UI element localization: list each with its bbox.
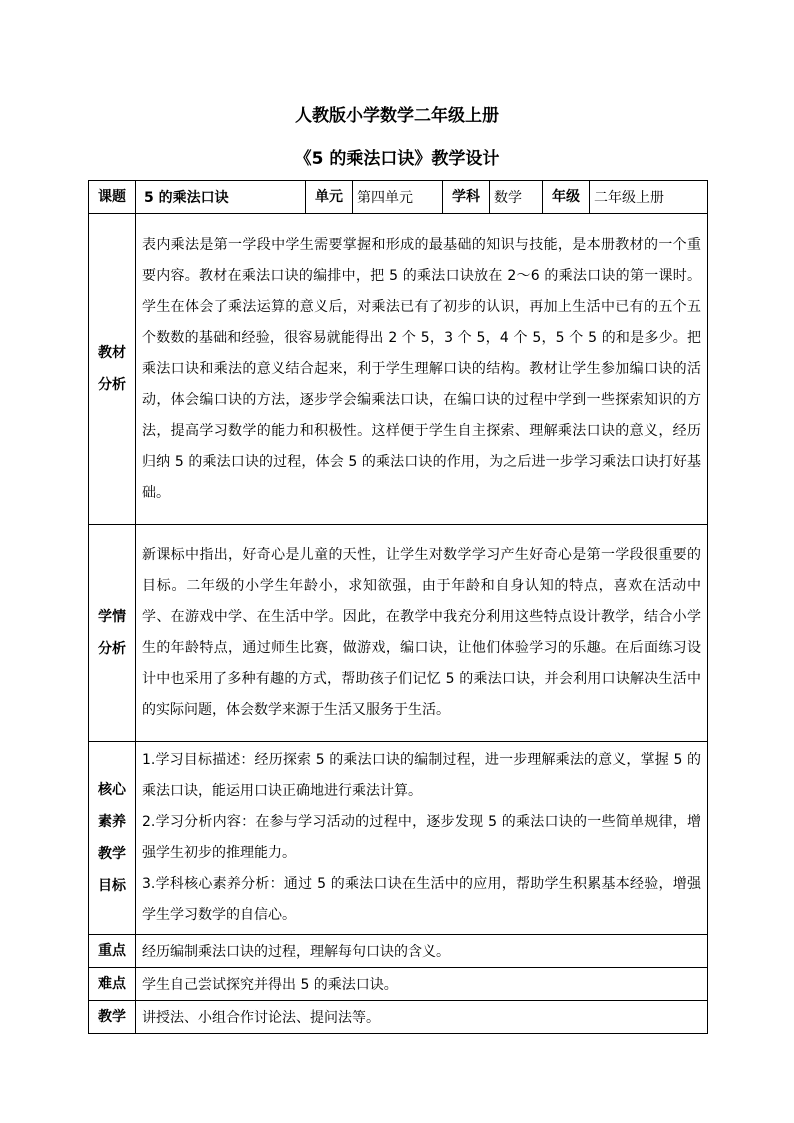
lesson-plan-table bbox=[88, 180, 708, 1034]
textbook-analysis-text: 表内乘法是第一学段中学生需要掌握和形成的最基础的知识与技能，是本册教材的一个重要内容。教材在乘法口诀的编排中，把 5 的乘法口诀放在 2～6 的乘法口诀的第一课时。学生在体会了乘法运算的意义后，对乘法已有了初步的认识，再加上生活中已有的五个五个数数的基础和经验，很容易就能得出 2 个 5，3 个 5，4 个 5，5 个 5 的和是多少。把乘法口诀和乘法的意义结合起来，利于学生理解口诀的结构。教材让学生参加编口诀的活动，体会编口诀的方法，逐步学会编乘法口诀，在编口诀的过程中学到一些探索知识的方法，提高学习数学的能力和积极性。这样便于学生自主探索、理解乘法口诀的意义，经历归纳 5 的乘法口诀的过程，体会 5 的乘法口诀的作用，为之后进一步学习乘法口诀打好基础。 bbox=[136, 214, 708, 525]
core-goals-row bbox=[89, 742, 708, 935]
key-point-row bbox=[89, 935, 708, 968]
unit-value: 第四单元 bbox=[353, 181, 443, 214]
document-title: 人教版小学数学二年级上册 bbox=[295, 106, 499, 126]
difficulty-text: 学生自己尝试探究并得出 5 的乘法口诀。 bbox=[136, 968, 708, 1001]
subject-value: 数学 bbox=[490, 181, 543, 214]
topic-value: 5 的乘法口诀 bbox=[136, 181, 306, 214]
document-subtitle: 《5 的乘法口诀》教学设计 bbox=[294, 149, 500, 169]
goal-item-1: 1.学习目标描述：经历探索 5 的乘法口诀的编制过程，进一步理解乘法的意义，掌握 5 的乘法口诀，能运用口诀正确地进行乘法计算。 bbox=[142, 752, 701, 799]
textbook-analysis-label: 教材 分析 bbox=[89, 214, 136, 525]
key-point-label: 重点 bbox=[89, 935, 136, 968]
goal-item-3: 3.学科核心素养分析：通过 5 的乘法口诀在生活中的应用，帮助学生积累基本经验，增强学生学习数学的自信心。 bbox=[142, 876, 701, 923]
header-row bbox=[89, 181, 708, 214]
difficulty-row bbox=[89, 968, 708, 1001]
student-analysis-row bbox=[89, 525, 708, 742]
subject-label: 学科 bbox=[443, 181, 490, 214]
unit-label: 单元 bbox=[306, 181, 353, 214]
difficulty-label: 难点 bbox=[89, 968, 136, 1001]
key-point-text: 经历编制乘法口诀的过程，理解每句口诀的含义。 bbox=[136, 935, 708, 968]
topic-label: 课题 bbox=[89, 181, 136, 214]
textbook-analysis-row bbox=[89, 214, 708, 525]
core-goals-text bbox=[136, 742, 708, 935]
grade-label: 年级 bbox=[543, 181, 590, 214]
method-text: 讲授法、小组合作讨论法、提问法等。 bbox=[136, 1001, 708, 1034]
student-analysis-label: 学情 分析 bbox=[89, 525, 136, 742]
student-analysis-text: 新课标中指出，好奇心是儿童的天性，让学生对数学学习产生好奇心是第一学段很重要的目标。二年级的小学生年龄小，求知欲强，由于年龄和自身认知的特点，喜欢在活动中学、在游戏中学、在生活中学。因此，在教学中我充分利用这些特点设计教学，结合小学生的年龄特点，通过师生比赛，做游戏，编口诀，让他们体验学习的乐趣。在后面练习设计中也采用了多种有趣的方式，帮助孩子们记忆 5 的乘法口诀，并会利用口诀解决生活中的实际问题，体会数学来源于生活又服务于生活。 bbox=[136, 525, 708, 742]
method-row bbox=[89, 1001, 708, 1034]
core-goals-label: 核心 素养 教学 目标 bbox=[89, 742, 136, 935]
method-label: 教学 bbox=[89, 1001, 136, 1034]
goal-item-2: 2.学习分析内容：在参与学习活动的过程中，逐步发现 5 的乘法口诀的一些简单规律，增强学生初步的推理能力。 bbox=[142, 814, 701, 861]
grade-value: 二年级上册 bbox=[590, 181, 708, 214]
